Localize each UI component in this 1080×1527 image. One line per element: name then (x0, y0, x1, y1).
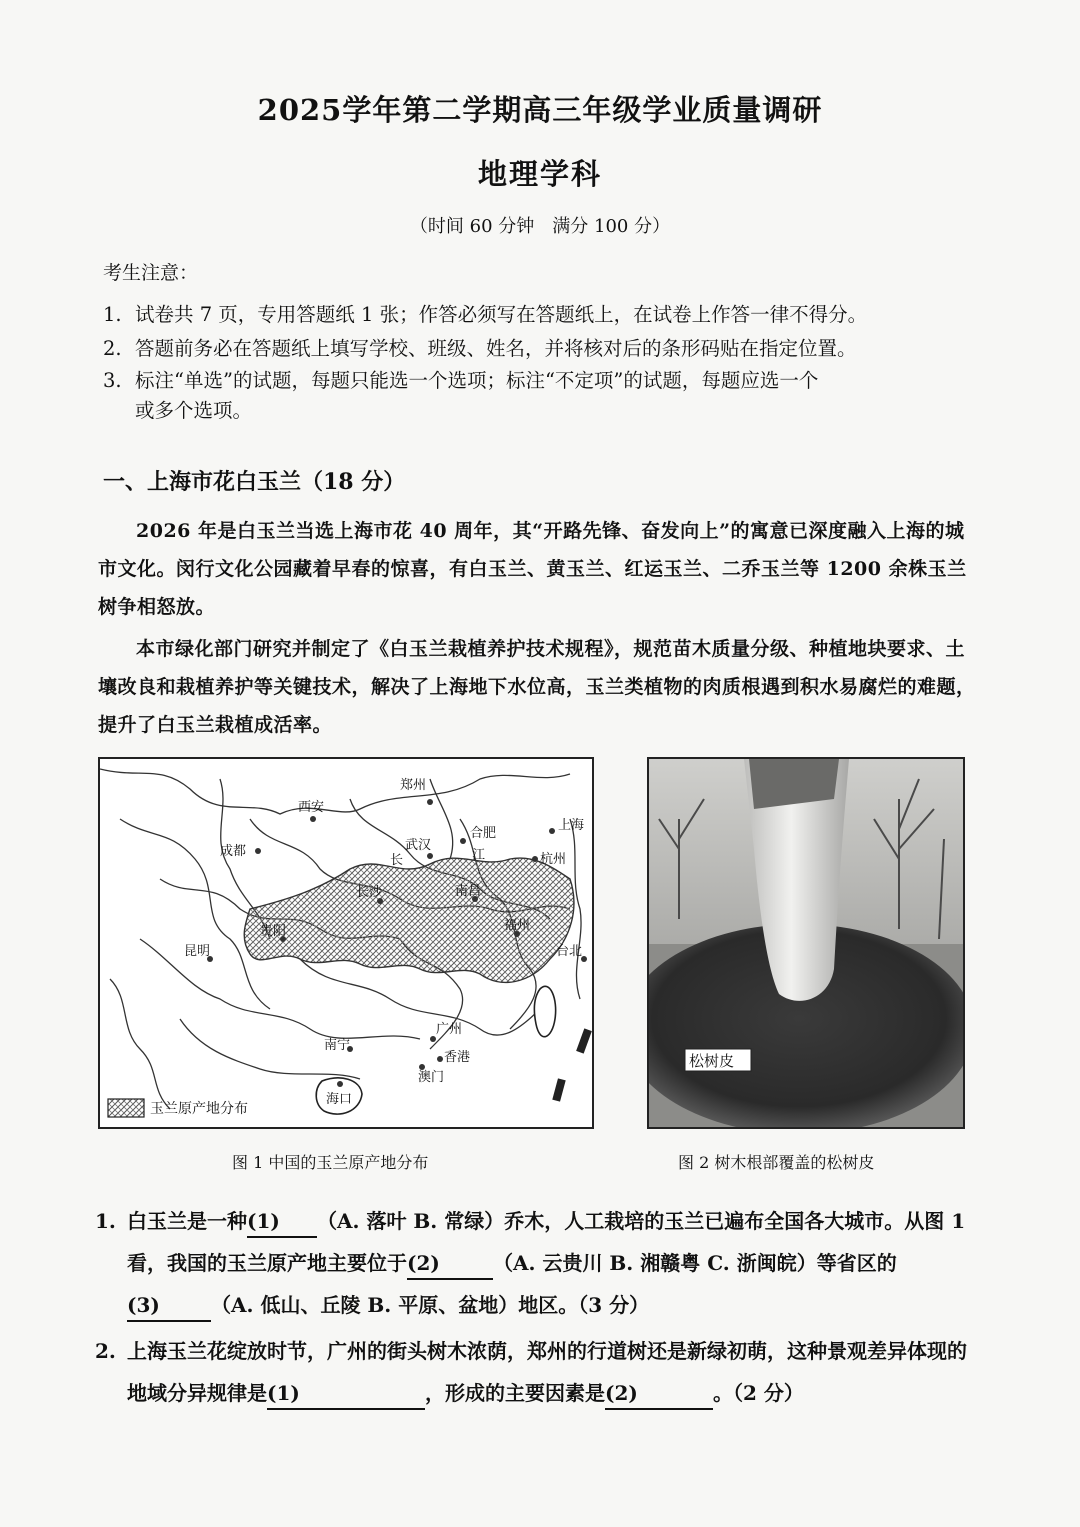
city-taibei: 台北 (556, 943, 583, 958)
notice-item-1 (103, 300, 867, 330)
question-text-part: ，形成的主要因素是 (425, 1381, 605, 1405)
figure-2-caption: 图 2 树木根部覆盖的松树皮 (678, 1153, 875, 1172)
question-text-part: 。（2 分） (713, 1381, 804, 1405)
figure-1-map (98, 757, 594, 1129)
photo-label: 松树皮 (689, 1053, 735, 1070)
city-shanghai: 上海 (558, 817, 585, 832)
city-changsha: 长沙 (356, 884, 383, 899)
city-guiyang: 贵阳 (260, 923, 287, 938)
section-title: 一、上海市花白玉兰（18 分） (103, 469, 406, 495)
notice-number: 1. (103, 303, 122, 326)
question-text-part: 上海玉兰花绽放时节，广州的街头树木浓荫，郑州的行道树还是新绿初萌，这种景观差异体现的地域分异规律是 (127, 1339, 967, 1405)
city-macao: 澳门 (418, 1069, 445, 1084)
city-haikou: 海口 (326, 1091, 353, 1106)
question-1 (95, 1200, 975, 1326)
question-text-part: 白玉兰是一种 (127, 1209, 247, 1233)
exam-title: 2025学年第二学期高三年级学业质量调研 (257, 93, 823, 127)
section-paragraph-1: 2026 年是白玉兰当选上海市花 40 周年，其“开路先锋、奋发向上”的寓意已深度融入上海的城市文化。闵行文化公园藏着早春的惊喜，有白玉兰、黄玉兰、红运玉兰、二乔玉兰等 1200 余株玉兰树争相怒放。 (98, 520, 967, 618)
city-wuhan: 武汉 (405, 837, 432, 852)
notice-heading: 考生注意： (103, 262, 199, 284)
question-2 (95, 1330, 975, 1414)
question-number: 2. (95, 1339, 116, 1363)
figure-2-photo (647, 757, 965, 1129)
map-legend-label: 玉兰原产地分布 (150, 1100, 248, 1116)
answer-blank-1-1[interactable]: (1) (247, 1206, 317, 1238)
notice-number: 3. (103, 369, 122, 392)
figure-1-caption: 图 1 中国的玉兰原产地分布 (232, 1153, 429, 1172)
tree-photo-graphic (649, 759, 963, 1127)
question-text-part: （A. 低山、丘陵 B. 平原、盆地）地区。（3 分） (211, 1293, 650, 1317)
answer-blank-1-3[interactable]: (3) (127, 1290, 211, 1322)
city-nanchang: 南昌 (455, 883, 482, 898)
answer-blank-1-2[interactable]: (2) (407, 1248, 493, 1280)
notice-text: 试卷共 7 页，专用答题纸 1 张；作答必须写在答题纸上，在试卷上作答一律不得分。 (135, 303, 868, 326)
china-map-graphic (100, 759, 592, 1127)
city-kunming: 昆明 (184, 943, 211, 958)
notice-text-cont: 或多个选项。 (135, 399, 253, 422)
map-river-chang: 长 (390, 852, 404, 867)
map-river-jiang: 江 (472, 847, 486, 862)
question-text (95, 1330, 975, 1414)
notice-number: 2. (103, 337, 122, 360)
question-text (95, 1200, 975, 1326)
city-chengdu: 成都 (220, 843, 247, 858)
section-paragraph-2: 本市绿化部门研究并制定了《白玉兰栽植养护技术规程》，规范苗木质量分级、种植地块要求、土壤改良和栽植养护等关键技术，解决了上海地下水位高，玉兰类植物的肉质根遇到积水易腐烂的难题，提升了白玉兰栽植成活率。 (98, 638, 976, 736)
time-info: （时间 60 分钟 满分 100 分） (409, 216, 671, 237)
notice-text: 答题前务必在答题纸上填写学校、班级、姓名，并将核对后的条形码贴在指定位置。 (135, 337, 857, 360)
answer-blank-2-1[interactable]: (1) (267, 1378, 425, 1410)
city-hangzhou: 杭州 (540, 851, 567, 866)
notice-item-2 (103, 334, 857, 364)
city-zhengzhou: 郑州 (400, 777, 427, 792)
city-fuzhou: 福州 (504, 917, 531, 932)
city-guangzhou: 广州 (436, 1021, 463, 1036)
city-hefei: 合肥 (470, 825, 497, 840)
city-hongkong: 香港 (444, 1049, 471, 1064)
answer-blank-2-2[interactable]: (2) (605, 1378, 713, 1410)
question-number: 1. (95, 1209, 116, 1233)
notice-item-3 (103, 366, 818, 426)
question-text-part: （A. 云贵川 B. 湘赣粤 C. 浙闽皖）等省区的 (493, 1251, 897, 1275)
notice-text: 标注“单选”的试题，每题只能选一个选项；标注“不定项”的试题，每题应选一个 (135, 369, 819, 392)
city-xian: 西安 (298, 799, 325, 814)
question-text-part: （A. 落叶 B. 常绿）乔木，人工栽培的玉兰已遍布全国各大城市。从图 1 看，我国的玉兰原产地主要位于 (127, 1209, 966, 1275)
city-nanning: 南宁 (324, 1037, 351, 1052)
subject-title: 地理学科 (477, 157, 602, 191)
